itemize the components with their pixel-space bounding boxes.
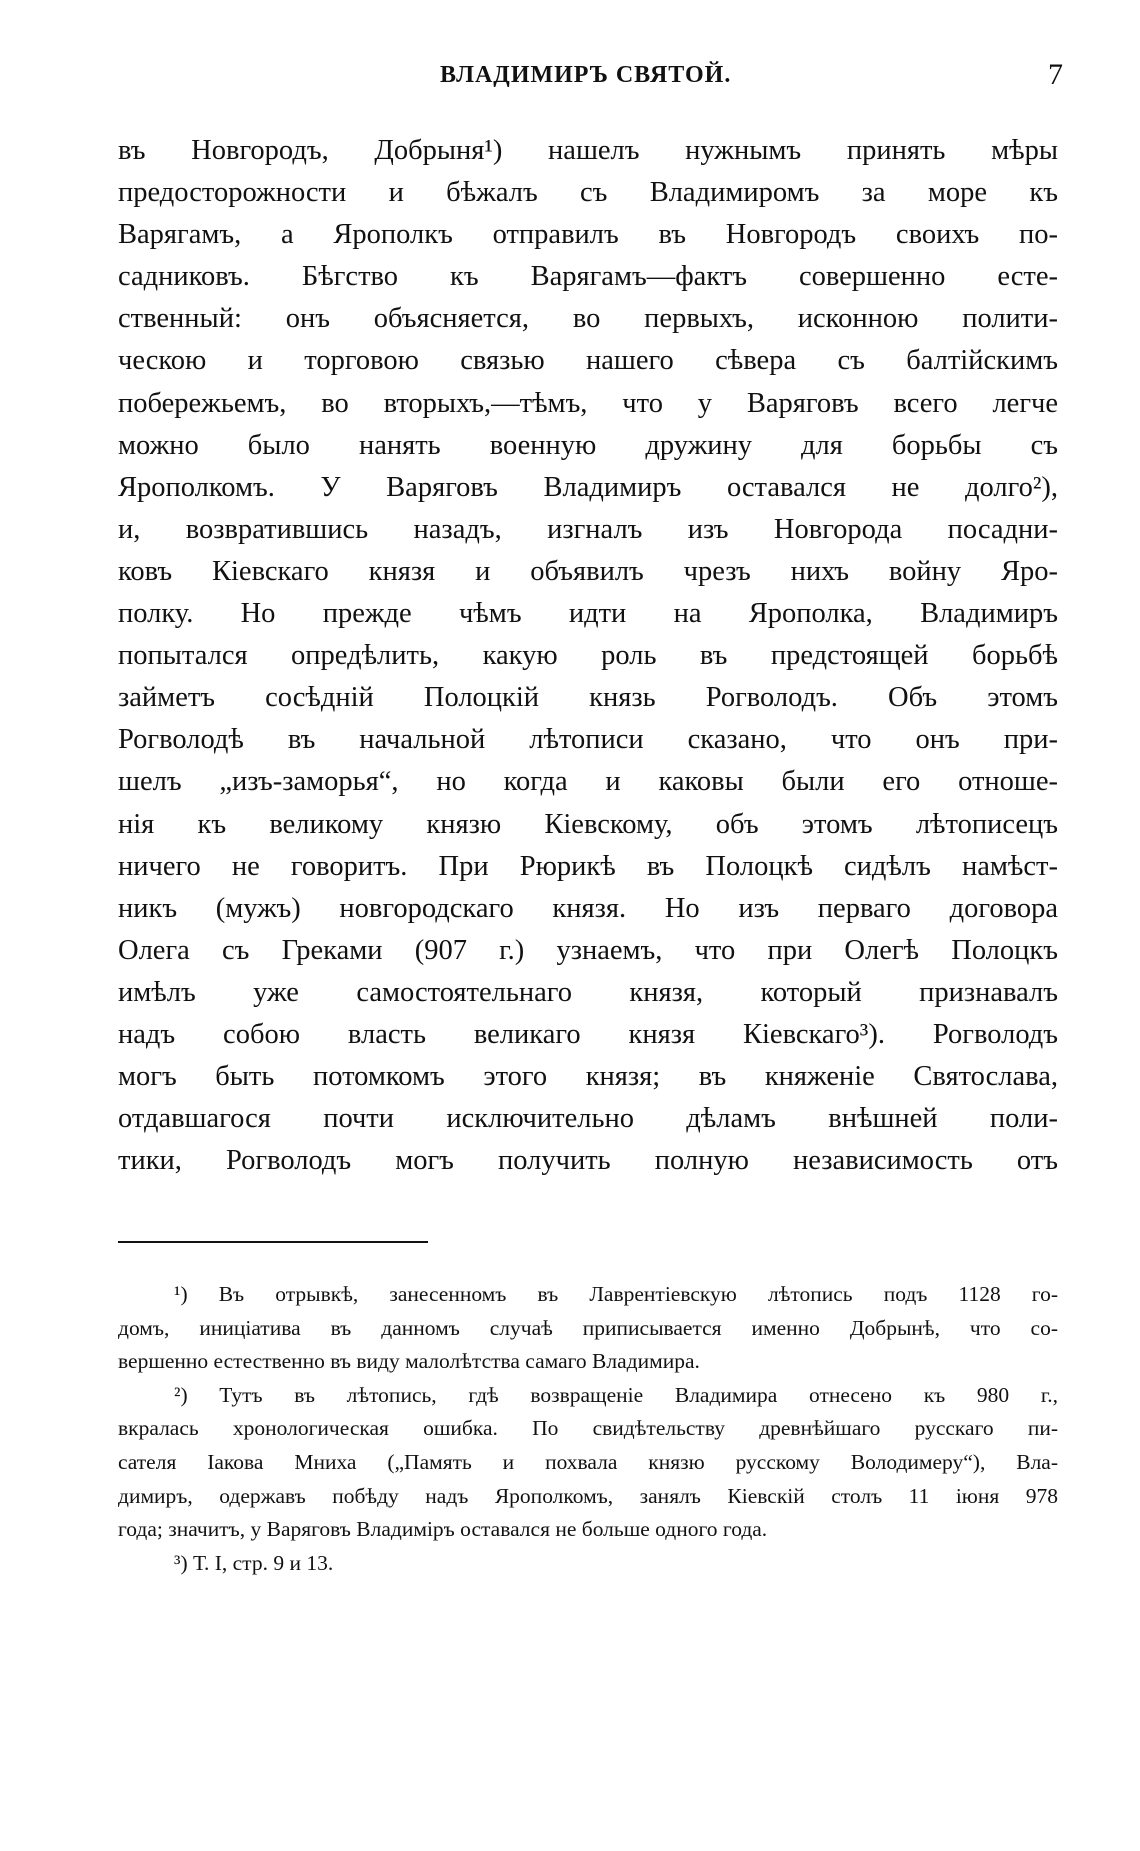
footnote-line: ³) Т. I, стр. 9 и 13. <box>174 1550 334 1575</box>
text-line: Рогволодѣ въ начальной лѣтописи сказано, что онъ при- <box>118 724 1058 756</box>
text-line: полку. Но прежде чѣмъ идти на Ярополка, Владимиръ <box>118 598 1058 630</box>
footnote-line: ¹) Въ отрывкѣ, занесенномъ въ Лаврентіевскую лѣтопись подъ 1128 го- <box>174 1282 1058 1306</box>
text-line: шелъ „изъ-заморья“, но когда и каковы были его отноше- <box>118 766 1058 798</box>
page-number: 7 <box>1048 58 1063 91</box>
text-line: побережьемъ, во вторыхъ,—тѣмъ, что у Варяговъ всего легче <box>118 387 1058 419</box>
text-line: и, возвратившись назадъ, изгналъ изъ Новгорода посадни- <box>118 513 1058 545</box>
text-line: садниковъ. Бѣгство къ Варягамъ—фактъ совершенно есте- <box>118 261 1058 293</box>
text-line: никъ (мужъ) новгородскаго князя. Но изъ перваго договора <box>118 892 1058 924</box>
text-line: ничего не говоритъ. При Рюрикѣ въ Полоцкѣ сидѣлъ намѣст- <box>118 850 1058 882</box>
text-line: предосторожности и бѣжалъ съ Владимиромъ за море къ <box>118 177 1058 209</box>
text-line: Варягамъ, а Ярополкъ отправилъ въ Новгородъ своихъ по- <box>118 219 1058 251</box>
running-head: ВЛАДИМИРЪ СВЯТОЙ. <box>440 62 732 88</box>
footnote-1 <box>118 1278 1058 1379</box>
footnote-line: димиръ, одержавъ побѣду надъ Ярополкомъ, занялъ Кіевскій столъ 11 іюня 978 <box>118 1483 1058 1508</box>
text-line: Олега съ Греками (907 г.) узнаемъ, что при Олегѣ Полоцкъ <box>118 934 1058 966</box>
text-line: имѣлъ уже самостоятельнаго князя, который признавалъ <box>118 976 1058 1008</box>
main-text <box>118 130 1058 1182</box>
footnote-line: ²) Тутъ въ лѣтопись, гдѣ возвращеніе Владимира отнесено къ 980 г., <box>174 1382 1058 1407</box>
footnote-divider <box>118 1241 428 1243</box>
text-line: надъ собою власть великаго князя Кіевскаго³). Рогволодъ <box>118 1018 1058 1050</box>
text-line: ковъ Кіевскаго князя и объявилъ чрезъ нихъ войну Яро- <box>118 555 1058 587</box>
text-line: попытался опредѣлить, какую роль въ предстоящей борьбѣ <box>118 640 1058 672</box>
footnote-3 <box>118 1547 1058 1581</box>
footnote-line: вкралась хронологическая ошибка. По свидѣтельству древнѣйшаго русскаго пи- <box>118 1416 1058 1441</box>
text-line: ственный: онъ объясняется, во первыхъ, исконною полити- <box>118 303 1058 335</box>
footnote-2 <box>118 1379 1058 1547</box>
footnote-line: года; значитъ, у Варяговъ Владиміръ оставался не больше одного года. <box>118 1517 768 1542</box>
footnote-line: домъ, иниціатива въ данномъ случаѣ приписывается именно Добрынѣ, что со- <box>118 1315 1058 1340</box>
text-line: отдавшагося почти исключительно дѣламъ внѣшней поли- <box>118 1103 1058 1135</box>
text-line: займетъ сосѣдній Полоцкій князь Рогволодъ. Объ этомъ <box>118 682 1058 714</box>
text-line: ческою и торговою связью нашего сѣвера съ балтійскимъ <box>118 345 1058 377</box>
text-line: тики, Рогволодъ могъ получить полную независимость отъ <box>118 1145 1058 1177</box>
footnote-line: вершенно естественно въ виду малолѣтства самаго Владимира. <box>118 1349 700 1374</box>
text-line: могъ быть потомкомъ этого князя; въ княженіе Святослава, <box>118 1061 1058 1093</box>
footnote-line: сателя Іакова Мниха („Память и похвала князю русскому Володимеру“), Вла- <box>118 1449 1058 1474</box>
text-line: въ Новгородъ, Добрыня¹) нашелъ нужнымъ принять мѣры <box>118 135 1058 166</box>
footnotes <box>118 1278 1058 1580</box>
text-line: можно было нанять военную дружину для борьбы съ <box>118 429 1058 461</box>
text-line: нія къ великому князю Кіевскому, объ этомъ лѣтописецъ <box>118 808 1058 840</box>
text-line: Ярополкомъ. У Варяговъ Владимиръ оставался не долго²), <box>118 471 1058 503</box>
